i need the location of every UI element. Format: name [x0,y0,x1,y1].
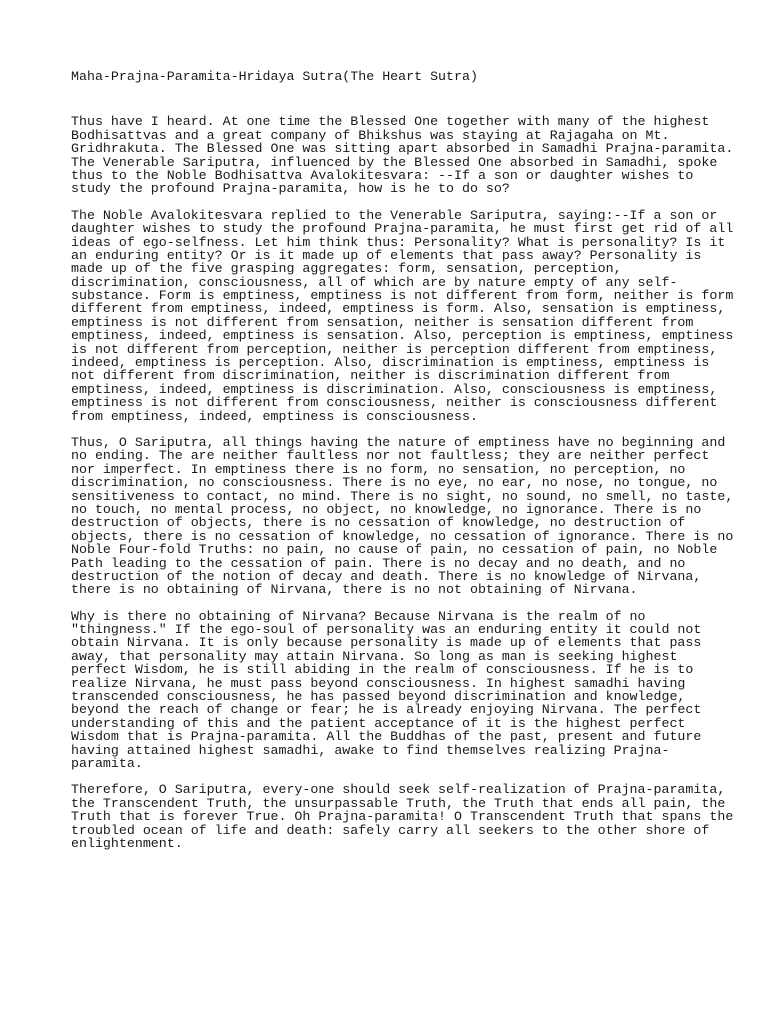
document-title: Maha-Prajna-Paramita-Hridaya Sutra(The Heart Sutra) [71,69,478,84]
text-line: Bodhisattvas and a great company of Bhikshus was staying at Rajagaha on Mt. [71,127,670,143]
text-line: discrimination, consciousness, all of which are by nature empty of any self- [71,274,678,290]
text-line: indeed, emptiness is perception. Also, discrimination is emptiness, emptiness is [71,355,710,371]
text-line: Therefore, O Sariputra, every-one should seek self-realization of Prajna-paramita, [71,782,726,798]
text-line: Path leading to the cessation of pain. There is no decay and no death, and no [71,555,686,571]
text-line: not different from discrimination, neither is discrimination different from [71,368,670,384]
paragraph-spacer [71,196,711,209]
paragraph-spacer [71,597,711,610]
text-line: having attained highest samadhi, awake to find themselves realizing Prajna- [71,742,670,758]
text-line: discrimination, no consciousness. There is no eye, no ear, no nose, no tongue, no [71,475,718,491]
text-line: study the profound Prajna-paramita, how is he to do so? [71,181,510,197]
text-line: away, that personality may attain Nirvana. So long as man is seeking highest [71,648,678,664]
text-line: paramita. [71,755,143,771]
document-page [71,69,734,851]
text-line: emptiness, indeed, emptiness is sensation. Also, perception is emptiness, emptiness [71,328,734,344]
text-line: realize Nirvana, he must pass beyond consciousness. In highest samadhi having [71,675,686,691]
text-line: objects, there is no cessation of knowledge, no cessation of ignorance. There is no [71,528,734,544]
text-line: Noble Four-fold Truths: no pain, no cause of pain, no cessation of pain, no Noble [71,542,718,558]
text-line: destruction of objects, there is no cessation of knowledge, no destruction of [71,515,686,531]
text-line: Why is there no obtaining of Nirvana? Because Nirvana is the realm of no [71,608,646,624]
title-spacer [71,83,711,115]
text-line: obtain Nirvana. It is only because personality is made up of elements that pass [71,635,702,651]
text-line: "thingness." If the ego-soul of personality was an enduring entity it could not [71,622,702,638]
text-line: no ending. The are neither faultless nor not faultless; they are neither perfect [71,448,710,464]
text-line: thus to the Noble Bodhisattva Avalokitesvara: --If a son or daughter wishes to [71,167,694,183]
text-line: Truth that is forever True. Oh Prajna-paramita! O Transcendent Truth that spans the [71,809,734,825]
text-line: Thus have I heard. At one time the Blessed One together with many of the highest [71,114,710,130]
text-line: no touch, no mental process, no object, no knowledge, no ignorance. There is no [71,501,702,517]
text-line: an enduring entity? Or is it made up of elements that pass away? Personality is [71,247,702,263]
text-line: the Transcendent Truth, the unsurpassable Truth, the Truth that ends all pain, the [71,795,726,811]
text-line: substance. Form is emptiness, emptiness is not different from form, neither is form [71,288,734,304]
text-line: troubled ocean of life and death: safely carry all seekers to the other shore of [71,822,710,838]
text-line: ideas of ego-selfness. Let him think thus: Personality? What is personality? Is it [71,234,726,250]
paragraph [71,435,734,598]
text-line: perfect Wisdom, he is still abiding in the realm of consciousness. If he is to [71,662,694,678]
text-line: nor imperfect. In emptiness there is no form, no sensation, no perception, no [71,461,686,477]
paragraph [71,610,711,771]
text-line: destruction of the notion of decay and death. There is no knowledge of Nirvana, [71,568,702,584]
text-line: is not different from perception, neither is perception different from emptiness, [71,341,718,357]
document-body [71,114,734,851]
text-line: different from emptiness, indeed, emptiness is form. Also, sensation is emptiness, [71,301,726,317]
paragraph [71,782,734,851]
text-line: emptiness is not different from consciousness, neither is consciousness different [71,395,718,411]
text-line: transcended consciousness, he has passed beyond discrimination and knowledge, [71,689,686,705]
paragraph [71,207,734,424]
text-line: Gridhrakuta. The Blessed One was sitting apart absorbed in Samadhi Prajna-paramita. [71,141,734,157]
text-line: The Noble Avalokitesvara replied to the Venerable Sariputra, saying:--If a son or [71,207,718,223]
text-line: there is no obtaining of Nirvana, there is no not obtaining of Nirvana. [71,582,638,598]
text-line: emptiness is not different from sensation, neither is sensation different from [71,314,694,330]
text-line: enlightenment. [71,835,183,851]
text-line: made up of the five grasping aggregates: form, sensation, perception, [71,261,622,277]
text-line: daughter wishes to study the profound Prajna-paramita, he must first get rid of all [71,221,734,237]
text-line: The Venerable Sariputra, influenced by the Blessed One absorbed in Samadhi, spoke [71,154,718,170]
text-line: Wisdom that is Prajna-paramita. All the Buddhas of the past, present and future [71,729,702,745]
text-line: emptiness, indeed, emptiness is discrimination. Also, consciousness is emptiness, [71,381,718,397]
text-line: beyond the reach of change or fear; he is already enjoying Nirvana. The perfect [71,702,702,718]
text-line: Thus, O Sariputra, all things having the nature of emptiness have no beginning and [71,435,726,450]
text-line: sensitiveness to contact, no mind. There is no sight, no sound, no smell, no taste, [71,488,734,504]
text-line: understanding of this and the patient acceptance of it is the highest perfect [71,715,686,731]
paragraph [71,114,734,197]
text-line: from emptiness, indeed, emptiness is consciousness. [71,408,478,424]
